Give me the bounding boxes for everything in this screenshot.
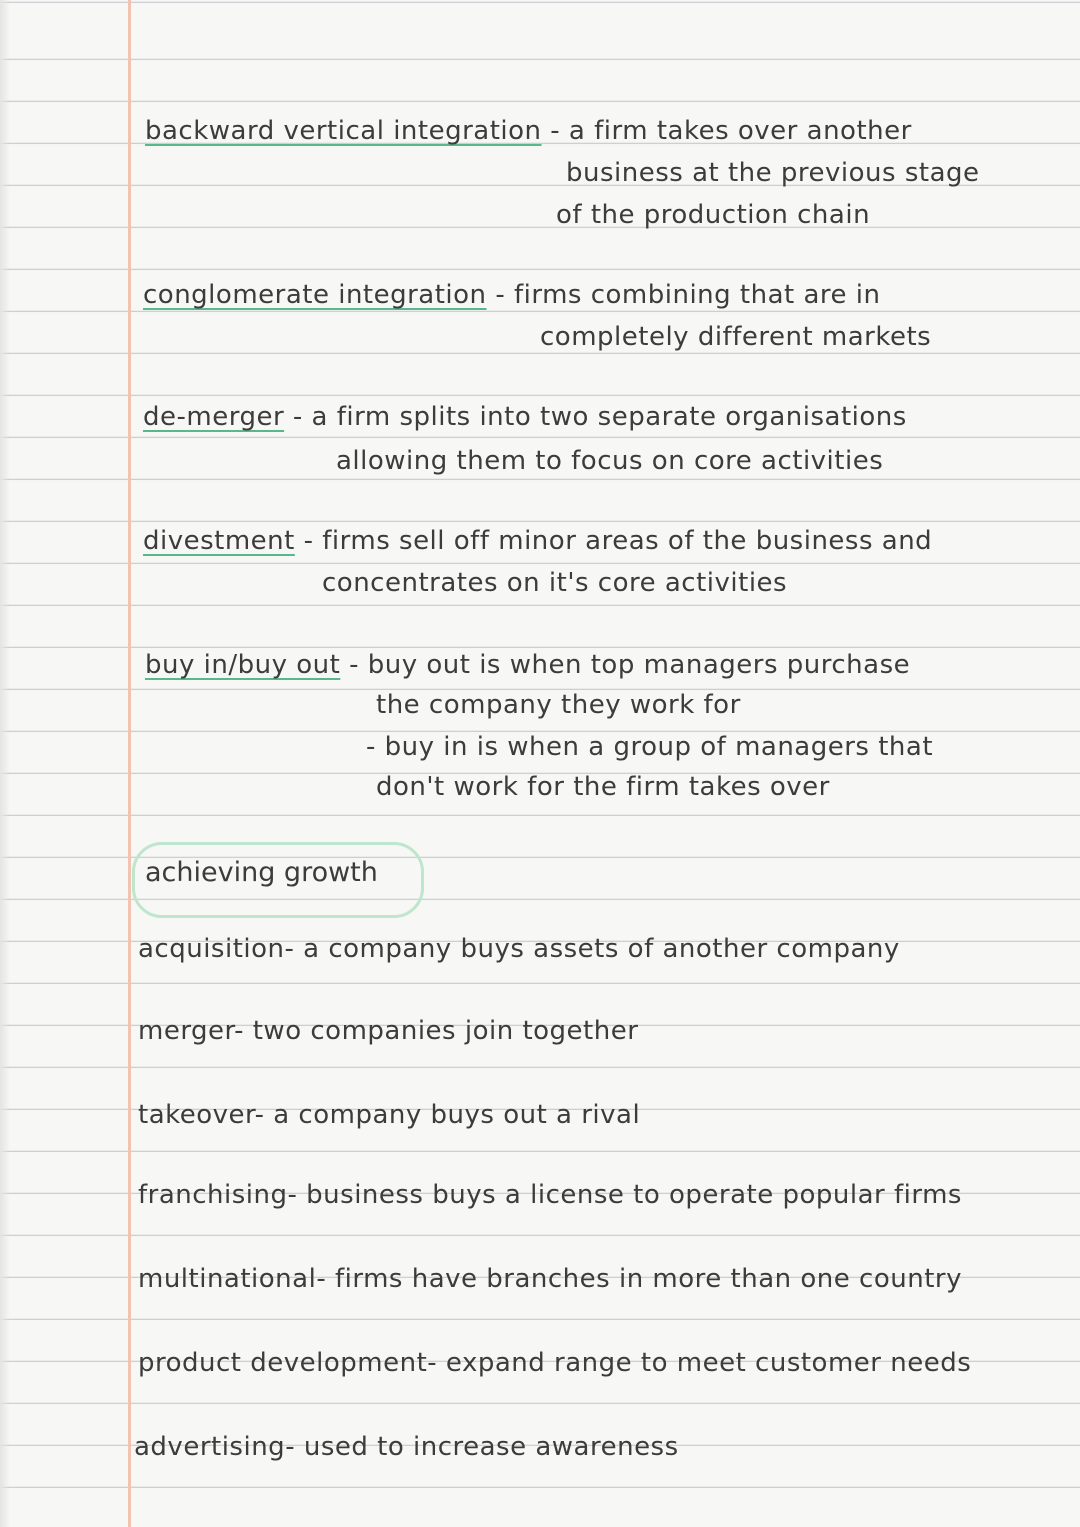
growth-definition: - business buys a license to operate popular firms: [287, 1180, 962, 1210]
growth-definition: - used to increase awareness: [285, 1432, 679, 1462]
growth-entry-product-development: [138, 1348, 971, 1378]
term-de-merger: de-merger: [143, 402, 285, 432]
definition-line: - firms sell off minor areas of the business and: [303, 526, 933, 556]
term-backward-vertical-integration: backward vertical integration: [145, 116, 542, 146]
definition-line: - a firm takes over another: [550, 116, 912, 146]
definition-line: - a firm splits into two separate organisations: [292, 402, 907, 432]
entry-de-merger: [143, 402, 907, 432]
definition-line: - firms combining that are in: [495, 280, 881, 310]
growth-entry-multinational: [138, 1264, 962, 1294]
definition-line: of the production chain: [556, 200, 871, 230]
definition-line: the company they work for: [376, 690, 741, 720]
growth-entry-merger: [138, 1016, 638, 1046]
entry-buy-in-buy-out: [145, 650, 910, 680]
term-buy-in-buy-out: buy in/buy out: [145, 650, 341, 680]
growth-definition: - a company buys assets of another company: [284, 934, 900, 964]
definition-line: - buy out is when top managers purchase: [349, 650, 911, 680]
entry-conglomerate-integration: [143, 280, 881, 310]
growth-entry-takeover: [138, 1100, 640, 1130]
definition-line: concentrates on it's core activities: [322, 568, 788, 598]
growth-entry-franchising: [138, 1180, 962, 1210]
definition-line: business at the previous stage: [566, 158, 980, 188]
growth-definition: - expand range to meet customer needs: [427, 1348, 972, 1378]
growth-term: takeover: [138, 1100, 255, 1130]
margin-line: [128, 0, 131, 1527]
growth-entry-advertising: [134, 1432, 679, 1462]
growth-term: acquisition: [138, 934, 285, 964]
growth-term: franchising: [138, 1180, 288, 1210]
growth-term: merger: [138, 1016, 235, 1046]
heading-cloud: [132, 842, 424, 918]
section-heading: achieving growth: [145, 857, 378, 888]
growth-term: multinational: [138, 1264, 317, 1294]
growth-term: advertising: [134, 1432, 286, 1462]
growth-definition: - two companies join together: [234, 1016, 639, 1046]
page-edge-shadow: [0, 0, 10, 1527]
entry-divestment: [143, 526, 932, 556]
growth-term: product development: [138, 1348, 428, 1378]
growth-entry-acquisition: [138, 934, 900, 964]
entry-backward-vertical-integration: [145, 116, 912, 146]
term-conglomerate-integration: conglomerate integration: [143, 280, 487, 310]
term-divestment: divestment: [143, 526, 295, 556]
definition-line: - buy in is when a group of managers that: [366, 732, 934, 762]
definition-line: don't work for the firm takes over: [376, 772, 830, 802]
definition-line: allowing them to focus on core activities: [336, 446, 884, 476]
growth-definition: - a company buys out a rival: [254, 1100, 641, 1130]
definition-line: completely different markets: [540, 322, 932, 352]
growth-definition: - firms have branches in more than one country: [316, 1264, 962, 1294]
